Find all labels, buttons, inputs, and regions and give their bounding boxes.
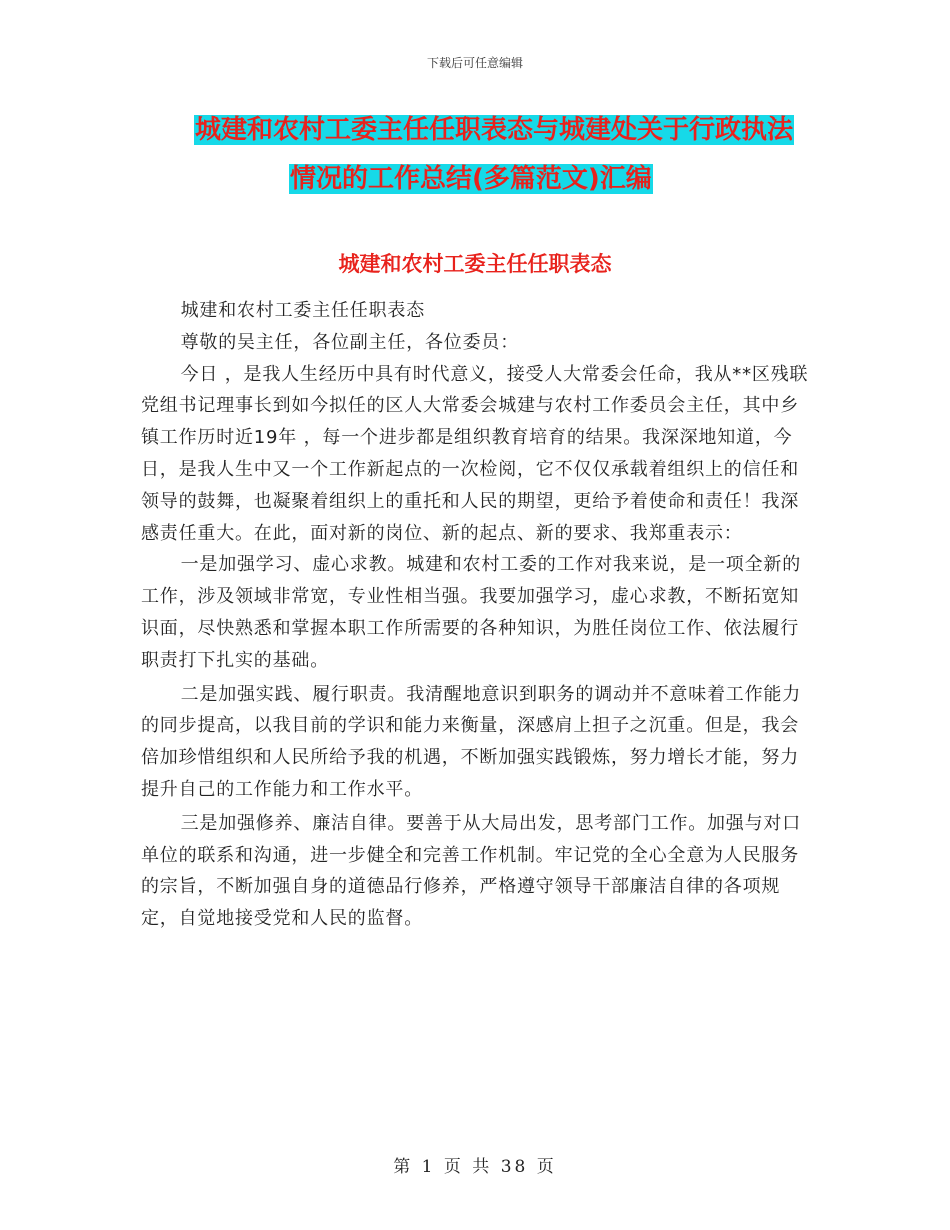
paragraph: 城建和农村工委主任任职表态 (180, 300, 425, 321)
document-title (140, 106, 810, 204)
title-line-1-text: 城建和农村工委主任任职表态与城建处关于行政执法 (195, 115, 794, 145)
page-number: 第 1 页 共 38 页 (393, 1157, 557, 1177)
paragraph: 今日 ，是我人生经历中具有时代意义，接受人大常委会任命，我从**区残联党组书记理事长到如今拟任的区人大常委会城建与农村工作委员会主任，其中乡镇工作历时近19年 ，每一个进步都是组织教育培育的结果。我深深地知道，今日，是我人生中又一个工作新起点的一次检阅，它不仅仅承载着组织上的信任和领导的鼓舞，也凝聚着组织上的重托和人民的期望，更给予着使命和责任！我深感责任重大。在此，面对新的岗位、新的起点、新的要求、我郑重表示： (141, 363, 809, 544)
paragraph: 一是加强学习、虚心求教。城建和农村工委的工作对我来说，是一项全新的工作，涉及领域非常宽，专业性相当强。我要加强学习，虚心求教，不断拓宽知识面，尽快熟悉和掌握本职工作所需要的各种知识，为胜任岗位工作、依法履行职责打下扎实的基础。 (141, 554, 801, 671)
title-line-2 (140, 155, 810, 204)
title-line-1 (140, 106, 810, 155)
paragraph: 三是加强修养、廉洁自律。要善于从大局出发，思考部门工作。加强与对口单位的联系和沟通，进一步健全和完善工作机制。牢记党的全心全意为人民服务的宗旨，不断加强自身的道德品行修养，严格遵守领导干部廉洁自律的各项规定，自觉地接受党和人民的监督。 (141, 812, 801, 930)
section-title: 城建和农村工委主任任职表态 (338, 252, 612, 276)
body-text (141, 295, 813, 935)
title-line-2-text: 情况的工作总结(多篇范文)汇编 (290, 164, 652, 194)
paragraph: 尊敬的吴主任，各位副主任，各位委员： (180, 331, 519, 353)
header-note: 下载后可任意编辑 (426, 56, 523, 70)
paragraph: 二是加强实践、履行职责。我清醒地意识到职务的调动并不意味着工作能力的同步提高，以我目前的学识和能力来衡量，深感肩上担子之沉重。但是，我会倍加珍惜组织和人民所给予我的机遇，不断加强实践锻炼，努力增长才能，努力提升自己的工作能力和工作水平。 (141, 683, 801, 800)
